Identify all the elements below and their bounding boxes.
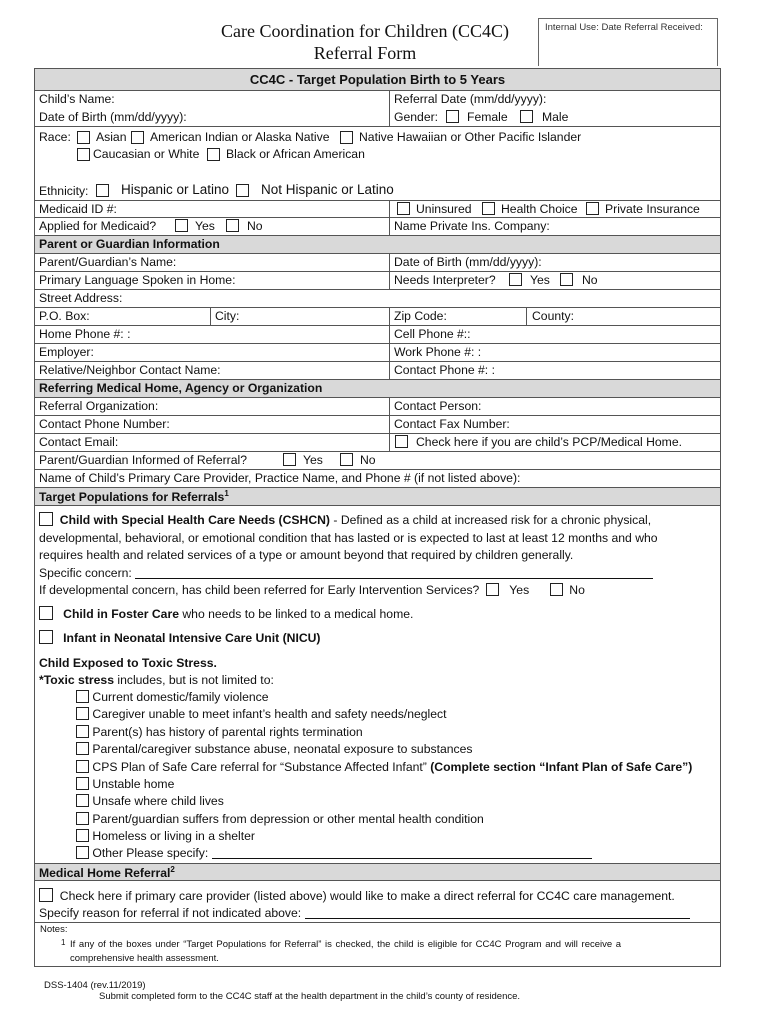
specific-concern-line[interactable]	[135, 578, 653, 579]
referral-org-label: Referral Organization:	[39, 399, 159, 413]
medical-home-title: Medical Home Referral$^2$	[39, 865, 175, 881]
uninsured-checkbox[interactable]	[397, 202, 410, 215]
toxic-heading: Child Exposed to Toxic Stress.	[39, 656, 217, 670]
form-title-line1: Care Coordination for Children (CC4C)	[221, 21, 509, 41]
informed-no-checkbox[interactable]	[340, 453, 353, 466]
employer-row	[35, 344, 720, 362]
toxic-item: Parental/caregiver substance abuse, neonatal exposure to substances	[76, 742, 472, 756]
form-id: DSS-1404 (rev.11/2019)	[44, 980, 146, 991]
language-row	[35, 272, 720, 290]
form-title-line2: Referral Form	[313, 43, 417, 63]
ei-no-label: No	[569, 583, 585, 597]
applied-yes-label: Yes	[195, 219, 215, 233]
pcp-label: Check here if you are child’s PCP/Medical Home.	[416, 435, 682, 449]
ethnicity-label: Ethnicity:	[39, 184, 89, 198]
nicu-title: Infant in Neonatal Intensive Care Unit (NICU)	[63, 631, 321, 645]
informed-no-label: No	[360, 453, 376, 467]
hispanic-checkbox[interactable]	[96, 184, 109, 197]
toxic-checkbox[interactable]	[76, 794, 89, 807]
home-phone-row	[35, 326, 720, 344]
foster-text: who needs to be linked to a medical home.	[178, 607, 414, 621]
parent-name-row	[35, 254, 720, 272]
contact-email-label: Contact Email:	[39, 435, 119, 449]
banner-row	[35, 69, 720, 91]
po-box-row	[35, 308, 720, 326]
street-label: Street Address:	[39, 291, 123, 305]
applied-no-checkbox[interactable]	[226, 219, 239, 232]
notes-text2: comprehensive health assessment.	[70, 953, 219, 964]
interpreter-label: Needs Interpreter?	[394, 273, 496, 287]
nicu-checkbox[interactable]	[39, 630, 53, 644]
targets-section-title: Target Populations for Referrals$^1$	[39, 489, 229, 505]
referral-org-row	[35, 398, 720, 416]
toxic-checkbox[interactable]	[76, 846, 89, 859]
race-black-label: Black or African American	[226, 147, 365, 161]
toxic-item: Unstable home	[76, 777, 174, 791]
applied-yes-checkbox[interactable]	[175, 219, 188, 232]
toxic-item: Homeless or living in a shelter	[76, 829, 255, 843]
cshcn-checkbox[interactable]	[39, 512, 53, 526]
contact-phone-label: Contact Phone #: :	[394, 363, 495, 377]
race-label: Race:	[39, 130, 71, 144]
other-specify-line[interactable]	[212, 858, 592, 859]
race-american-indian-checkbox[interactable]	[131, 131, 144, 144]
specify-reason-row	[39, 906, 690, 920]
footnote-1-mark: 1	[224, 489, 229, 498]
specify-reason-label: Specify reason for referral if not indicated above:	[39, 906, 302, 920]
contact-fax-label: Contact Fax Number:	[394, 417, 510, 431]
work-phone-label: Work Phone #: :	[394, 345, 482, 359]
toxic-checkbox[interactable]	[76, 760, 89, 773]
banner-title: CC4C - Target Population Birth to 5 Years	[249, 72, 506, 87]
notes-mark: 1	[61, 938, 66, 947]
toxic-checkbox[interactable]	[76, 812, 89, 825]
interpreter-yes-checkbox[interactable]	[509, 273, 522, 286]
toxic-checkbox[interactable]	[76, 829, 89, 842]
nicu-row	[39, 630, 321, 645]
form-title	[195, 20, 535, 64]
contact-phone-number-row	[35, 416, 720, 434]
direct-referral-row	[39, 888, 675, 903]
female-checkbox[interactable]	[446, 110, 459, 123]
specify-reason-line[interactable]	[305, 918, 690, 919]
health-choice-checkbox[interactable]	[482, 202, 495, 215]
race-black-checkbox[interactable]	[207, 148, 220, 161]
employer-label: Employer:	[39, 345, 94, 359]
applied-medicaid-row	[35, 218, 720, 236]
targets-section-header	[35, 488, 720, 506]
cshcn-text2: developmental, behavioral, or emotional condition that has lasted or is expected to last at least 12 months and who	[39, 530, 658, 545]
provider-name-label: Name of Child’s Primary Care Provider, Practice Name, and Phone # (if not listed above):	[39, 471, 521, 485]
hispanic-label: Hispanic or Latino	[121, 182, 230, 197]
po-box-label: P.O. Box:	[39, 309, 90, 323]
relative-row	[35, 362, 720, 380]
toxic-checkbox[interactable]	[76, 707, 89, 720]
toxic-item: Caregiver unable to meet infant’s health and safety needs/neglect	[76, 707, 447, 721]
notes-text1: If any of the boxes under “Target Populations for Referral” is checked, the child is eligible for CC4C Program and will receive a	[70, 939, 622, 950]
cshcn-text1: - Defined as a child at increased risk for a chronic physical,	[330, 513, 652, 527]
interpreter-no-checkbox[interactable]	[560, 273, 573, 286]
interpreter-no-label: No	[582, 273, 598, 287]
pcp-checkbox[interactable]	[395, 435, 408, 448]
toxic-checkbox[interactable]	[76, 725, 89, 738]
toxic-item: Parent(s) has history of parental rights termination	[76, 725, 363, 739]
referral-date-label: Referral Date (mm/dd/yyyy):	[394, 92, 547, 106]
contact-email-row	[35, 434, 720, 452]
medical-home-header	[35, 863, 720, 881]
cps-bold-note: (Complete section “Infant Plan of Safe Care”)	[430, 760, 693, 774]
contact-person-label: Contact Person:	[394, 399, 482, 413]
foster-title: Child in Foster Care	[63, 607, 179, 621]
private-insurance-label: Private Insurance	[605, 202, 700, 216]
ei-question: If developmental concern, has child been referred for Early Intervention Services?	[39, 583, 480, 597]
race-hawaiian-label: Native Hawaiian or Other Pacific Islander	[359, 130, 582, 144]
foster-row	[39, 606, 413, 621]
notes-divider	[35, 922, 720, 923]
city-label: City:	[215, 309, 240, 323]
cell-phone-label: Cell Phone #::	[394, 327, 471, 341]
language-label: Primary Language Spoken in Home:	[39, 273, 236, 287]
health-choice-label: Health Choice	[501, 202, 578, 216]
race-block	[35, 127, 720, 181]
toxic-intro-text: includes, but is not limited to:	[113, 673, 274, 687]
applied-medicaid-label: Applied for Medicaid?	[39, 219, 157, 233]
informed-row	[35, 452, 720, 470]
medicaid-row	[35, 200, 720, 218]
toxic-item: Other Please specify:	[76, 846, 592, 860]
notes-label: Notes:	[40, 924, 68, 935]
informed-yes-label: Yes	[303, 453, 323, 467]
gender-label: Gender:	[394, 110, 439, 124]
male-checkbox[interactable]	[520, 110, 533, 123]
street-row	[35, 290, 720, 308]
child-dob-label: Date of Birth (mm/dd/yyyy):	[39, 110, 187, 124]
informed-label: Parent/Guardian Informed of Referral?	[39, 453, 247, 467]
child-name-label: Child’s Name:	[39, 92, 115, 106]
county-label: County:	[532, 309, 575, 323]
race-white-checkbox[interactable]	[77, 148, 90, 161]
provider-name-row	[35, 470, 720, 488]
race-hawaiian-checkbox[interactable]	[340, 131, 353, 144]
cshcn-title: Child with Special Health Care Needs (CSHCN)	[59, 513, 330, 527]
male-label: Male	[542, 110, 569, 124]
cshcn-block	[39, 512, 719, 600]
medicaid-id-label: Medicaid ID #:	[39, 202, 117, 216]
race-american-indian-label: American Indian or Alaska Native	[150, 130, 330, 144]
toxic-item: Parent/guardian suffers from depression or other mental health condition	[76, 812, 484, 826]
referring-section-title: Referring Medical Home, Agency or Organization	[39, 381, 323, 395]
footnote-2-mark: 2	[170, 865, 175, 874]
zip-label: Zip Code:	[394, 309, 447, 323]
private-insurance-checkbox[interactable]	[586, 202, 599, 215]
applied-no-label: No	[247, 219, 263, 233]
race-asian-checkbox[interactable]	[77, 131, 90, 144]
child-dob-row	[35, 109, 720, 127]
direct-referral-label: Check here if primary care provider (listed above) would like to make a direct referral for CC4C care management.	[59, 889, 675, 903]
uninsured-label: Uninsured	[416, 202, 472, 216]
toxic-checkbox[interactable]	[76, 690, 89, 703]
internal-use-label: Internal Use: Date Referral Received:	[545, 22, 703, 33]
contact-phone-number-label: Contact Phone Number:	[39, 417, 170, 431]
informed-yes-checkbox[interactable]	[283, 453, 296, 466]
parent-section-header	[35, 236, 720, 254]
parent-name-label: Parent/Guardian’s Name:	[39, 255, 177, 269]
not-hispanic-checkbox[interactable]	[236, 184, 249, 197]
relative-label: Relative/Neighbor Contact Name:	[39, 363, 221, 377]
parent-dob-label: Date of Birth (mm/dd/yyyy):	[394, 255, 542, 269]
toxic-intro	[39, 673, 274, 687]
foster-checkbox[interactable]	[39, 606, 53, 620]
toxic-item: Unsafe where child lives	[76, 794, 224, 808]
child-name-row	[35, 91, 720, 109]
parent-section-title: Parent or Guardian Information	[39, 237, 220, 251]
ei-no-checkbox[interactable]	[550, 583, 563, 596]
submit-instructions: Submit completed form to the CC4C staff at the health department in the child’s county of residence.	[99, 991, 521, 1002]
home-phone-label: Home Phone #: :	[39, 327, 131, 341]
cshcn-text3: requires health and related services of a type or amount beyond that required by children generally.	[39, 548, 574, 562]
direct-referral-checkbox[interactable]	[39, 888, 53, 902]
female-label: Female	[467, 110, 508, 124]
toxic-checkbox[interactable]	[76, 777, 89, 790]
toxic-intro-bold: *Toxic stress	[39, 673, 114, 687]
toxic-checkbox[interactable]	[76, 742, 89, 755]
toxic-item: CPS Plan of Safe Care referral for “Substance Affected Infant” (Complete section “Infant Plan of Safe Care”)	[76, 760, 692, 774]
interpreter-yes-label: Yes	[530, 273, 550, 287]
ei-yes-label: Yes	[509, 583, 530, 597]
private-ins-company-label: Name Private Ins. Company:	[394, 219, 550, 233]
referring-section-header	[35, 380, 720, 398]
not-hispanic-label: Not Hispanic or Latino	[261, 182, 394, 197]
race-asian-label: Asian	[96, 130, 127, 144]
specific-concern-label: Specific concern:	[39, 565, 132, 580]
ethnicity-row	[35, 181, 720, 201]
race-white-label: Caucasian or White	[93, 147, 200, 161]
ei-yes-checkbox[interactable]	[486, 583, 499, 596]
internal-use-box	[538, 18, 718, 66]
toxic-item: Current domestic/family violence	[76, 690, 269, 704]
